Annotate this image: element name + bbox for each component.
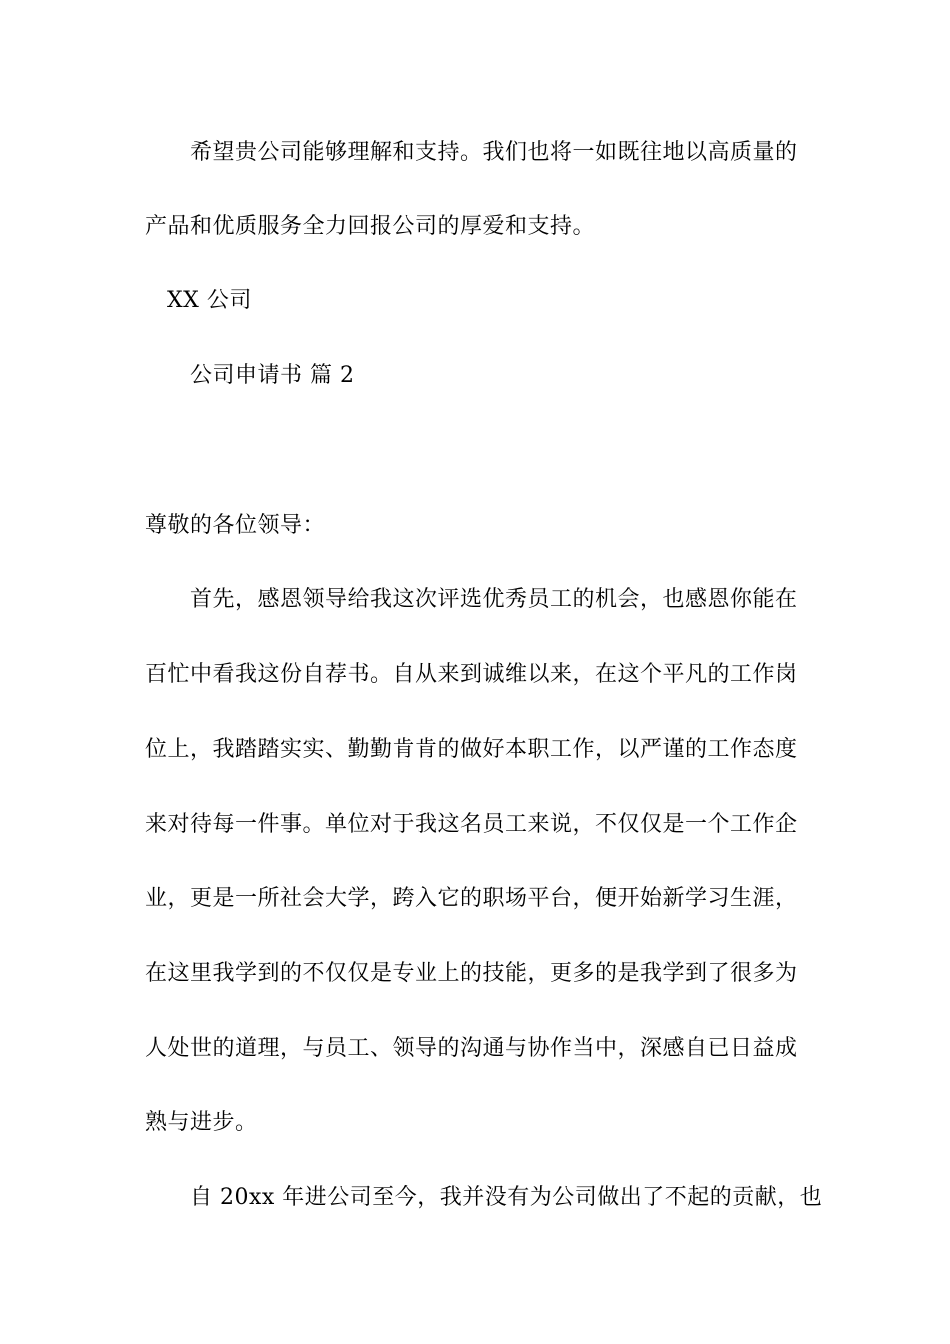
paragraph-1-line-6: 在这里我学到的不仅仅是专业上的技能，更多的是我学到了很多为: [145, 961, 798, 986]
closing-line-2: 产品和优质服务全力回报公司的厚爱和支持。: [145, 214, 596, 239]
paragraph-1-line-8: 熟与进步。: [145, 1110, 258, 1135]
paragraph-2-line-1: 自 20xx 年进公司至今，我并没有为公司做出了不起的贡献，也: [190, 1185, 823, 1210]
paragraph-1-line-4: 来对待每一件事。单位对于我这名员工来说，不仅仅是一个工作企: [145, 812, 798, 837]
salutation: 尊敬的各位领导：: [145, 513, 326, 538]
signature: XX 公司: [167, 288, 252, 313]
section-title: 公司申请书 篇 2: [190, 363, 355, 388]
closing-line-1: 希望贵公司能够理解和支持。我们也将一如既往地以高质量的: [190, 140, 798, 165]
paragraph-1-line-3: 位上，我踏踏实实、勤勤肯肯的做好本职工作，以严谨的工作态度: [145, 737, 798, 762]
paragraph-1-line-1: 首先，感恩领导给我这次评选优秀员工的机会，也感恩你能在: [190, 587, 798, 612]
paragraph-1-line-5: 业，更是一所社会大学，跨入它的职场平台，便开始新学习生涯，: [145, 886, 798, 911]
paragraph-1-line-7: 人处世的道理，与员工、领导的沟通与协作当中，深感自已日益成: [145, 1036, 798, 1061]
paragraph-1-line-2: 百忙中看我这份自荐书。自从来到诚维以来，在这个平凡的工作岗: [145, 662, 798, 687]
